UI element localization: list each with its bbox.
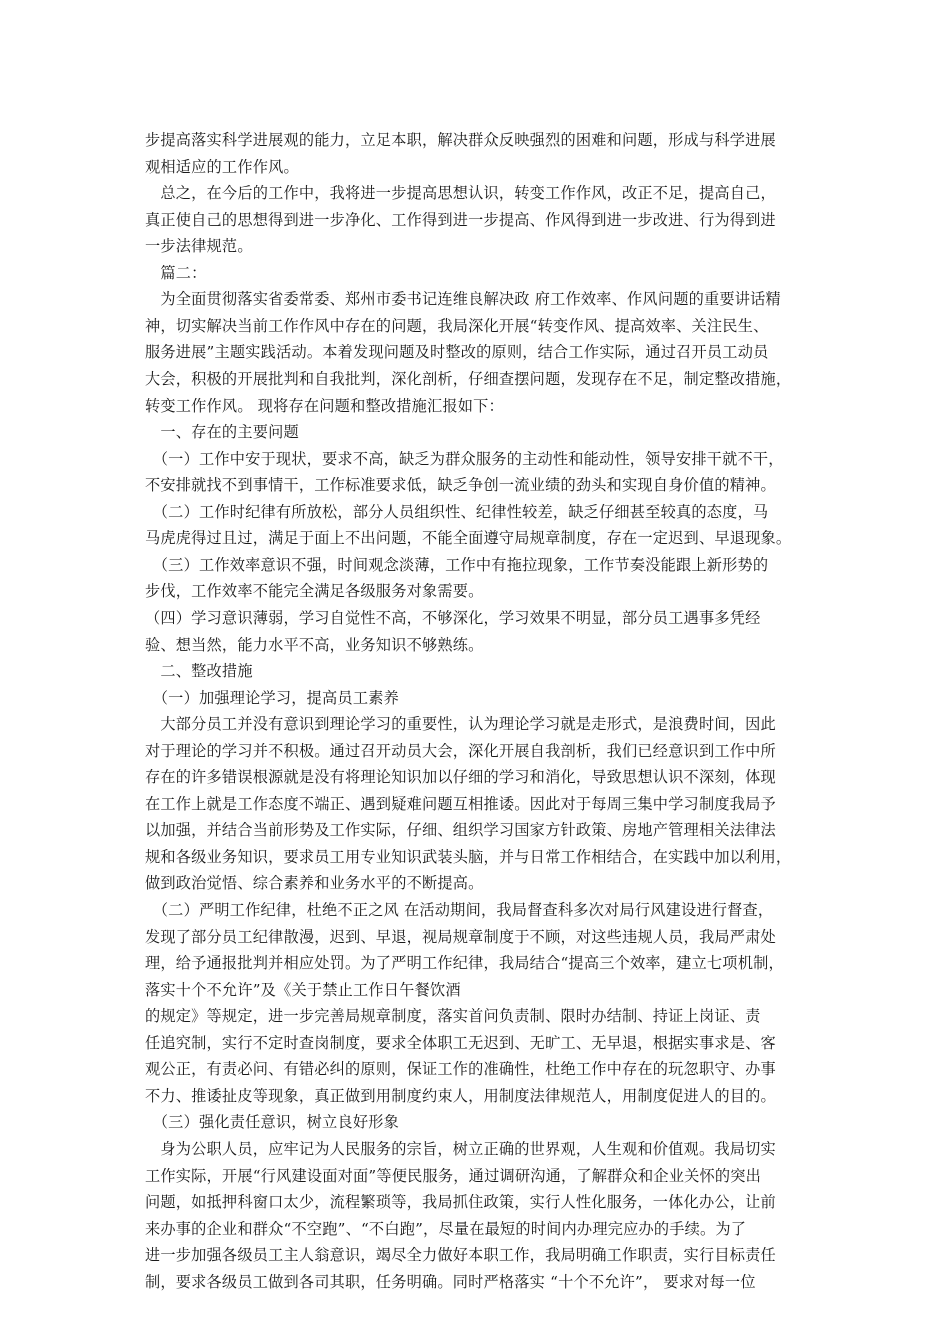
text-line: 在工作上就是工作态度不端正、遇到疑难问题互相推诿。因此对于每周三集中学习制度我局予 bbox=[145, 794, 776, 813]
text-line: 理，给予通报批判并相应处罚。为了严明工作纪律，我局结合“提高三个效率，建立七项机制， bbox=[145, 954, 784, 973]
text-line: （三）强化责任意识，树立良好形象 bbox=[145, 1113, 399, 1132]
text-line: 篇二： bbox=[145, 263, 207, 282]
text-line: 神，切实解决当前工作作风中存在的问题，我局深化开展“转变作风、提高效率、关注民生、 bbox=[145, 316, 769, 335]
text-line: 一、存在的主要问题 bbox=[145, 423, 299, 442]
text-line: 任追究制，实行不定时查岗制度，要求全体职工无迟到、无旷工、无早退，根据实事求是、客 bbox=[145, 1033, 776, 1052]
text-line: 转变工作作风。 现将存在问题和整改措施汇报如下： bbox=[145, 396, 504, 415]
text-line: 验、想当然，能力水平不高，业务知识不够熟练。 bbox=[145, 635, 484, 654]
text-line: 对于理论的学习并不积极。通过召开动员大会，深化开展自我剖析，我们已经意识到工作中所 bbox=[145, 741, 776, 760]
text-line: 大部分员工并没有意识到理论学习的重要性，认为理论学习就是走形式，是浪费时间，因此 bbox=[145, 715, 776, 734]
text-line: 工作实际，开展“行风建设面对面”等便民服务，通过调研沟通，了解群众和企业关怀的突出 bbox=[145, 1166, 762, 1185]
text-line: （二）工作时纪律有所放松，部分人员组织性、纪律性较差，缺乏仔细甚至较真的态度，马 bbox=[145, 502, 769, 521]
text-line: 问题，如抵押科窗口太少，流程繁琐等，我局抓住政策，实行人性化服务，一体化办公，让前 bbox=[145, 1193, 776, 1211]
text-line: 马虎虎得过且过，满足于面上不出问题，不能全面遵守局规章制度，存在一定迟到、早退现象。 bbox=[145, 529, 792, 548]
text-line: 二、整改措施 bbox=[145, 662, 253, 680]
text-line: 制，要求各级员工做到各司其职，任务明确。同时严格落实 “十个不允许”， 要求对每一位 bbox=[145, 1272, 756, 1291]
text-line: （三）工作效率意识不强，时间观念淡薄，工作中有拖拉现象，工作节奏没能跟上新形势的 bbox=[145, 555, 769, 574]
text-line: （二）严明工作纪律，杜绝不正之风 在活动期间，我局督查科多次对局行风建设进行督查， bbox=[145, 901, 774, 919]
text-line: 存在的许多错误根源就是没有将理论知识加以仔细的学习和消化，导致思想认识不深刻，体现 bbox=[145, 768, 776, 787]
text-line: 身为公职人员，应牢记为人民服务的宗旨，树立正确的世界观，人生观和价值观。我局切实 bbox=[145, 1139, 776, 1158]
text-line: 观相适应的工作作风。 bbox=[145, 157, 299, 176]
text-line: 规和各级业务知识，要求员工用专业知识武装头脑，并与日常工作相结合，在实践中加以利用， bbox=[145, 847, 792, 866]
text-line: （一）加强理论学习，提高员工素养 bbox=[145, 688, 399, 707]
text-line: 观公正，有责必问、有错必纠的原则，保证工作的准确性，杜绝工作中存在的玩忽职守、办事 bbox=[145, 1060, 776, 1079]
text-line: 为全面贯彻落实省委常委、郑州市委书记连维良解决政 府工作效率、作风问题的重要讲话精 bbox=[145, 290, 781, 309]
text-line: 做到政治觉悟、综合素养和业务水平的不断提高。 bbox=[145, 874, 484, 893]
text-line: 大会，积极的开展批判和自我批判，深化剖析，仔细查摆问题，发现存在不足，制定整改措施， bbox=[145, 370, 792, 388]
text-line: 不安排就找不到事情干，工作标准要求低，缺乏争创一流业绩的劲头和实现自身价值的精神。 bbox=[145, 476, 776, 495]
text-line: 一步法律规范。 bbox=[145, 237, 253, 256]
text-line: （四）学习意识薄弱，学习自觉性不高，不够深化，学习效果不明显，部分员工遇事多凭经 bbox=[145, 608, 761, 627]
text-line: 步提高落实科学进展观的能力，立足本职，解决群众反映强烈的困难和问题，形成与科学进展 bbox=[145, 131, 776, 149]
text-line: 来办事的企业和群众“不空跑”、“不白跑”，尽量在最短的时间内办理完应办的手续。为了 bbox=[145, 1219, 747, 1238]
text-line: （一）工作中安于现状，要求不高，缺乏为群众服务的主动性和能动性，领导安排干就不干， bbox=[145, 449, 784, 468]
text-line: 服务进展”主题实践活动。本着发现问题及时整改的原则，结合工作实际，通过召开员工动员 bbox=[145, 343, 769, 362]
text-line: 真正使自己的思想得到进一步净化、工作得到进一步提高、作风得到进一步改进、行为得到进 bbox=[145, 210, 776, 229]
text-line: 落实十个不允许”及《关于禁止工作日午餐饮酒 bbox=[145, 980, 461, 999]
text-line: 不力、推诿扯皮等现象，真正做到用制度约束人，用制度法律规范人，用制度促进人的目的。 bbox=[145, 1086, 776, 1105]
text-line: 以加强，并结合当前形势及工作实际，仔细、组织学习国家方针政策、房地产管理相关法律法 bbox=[145, 821, 776, 840]
text-line: 发现了部分员工纪律散漫，迟到、早退，视局规章制度于不顾，对这些违规人员，我局严肃处 bbox=[145, 927, 776, 946]
text-line: 总之，在今后的工作中，我将进一步提高思想认识，转变工作作风，改正不足，提高自己， bbox=[145, 184, 776, 203]
text-line: 步伐，工作效率不能完全满足各级服务对象需要。 bbox=[145, 582, 484, 601]
text-line: 进一步加强各级员工主人翁意识，竭尽全力做好本职工作，我局明确工作职责，实行目标责任 bbox=[145, 1246, 776, 1265]
text-line: 的规定》等规定，进一步完善局规章制度，落实首问负责制、限时办结制、持证上岗证、责 bbox=[145, 1007, 761, 1026]
